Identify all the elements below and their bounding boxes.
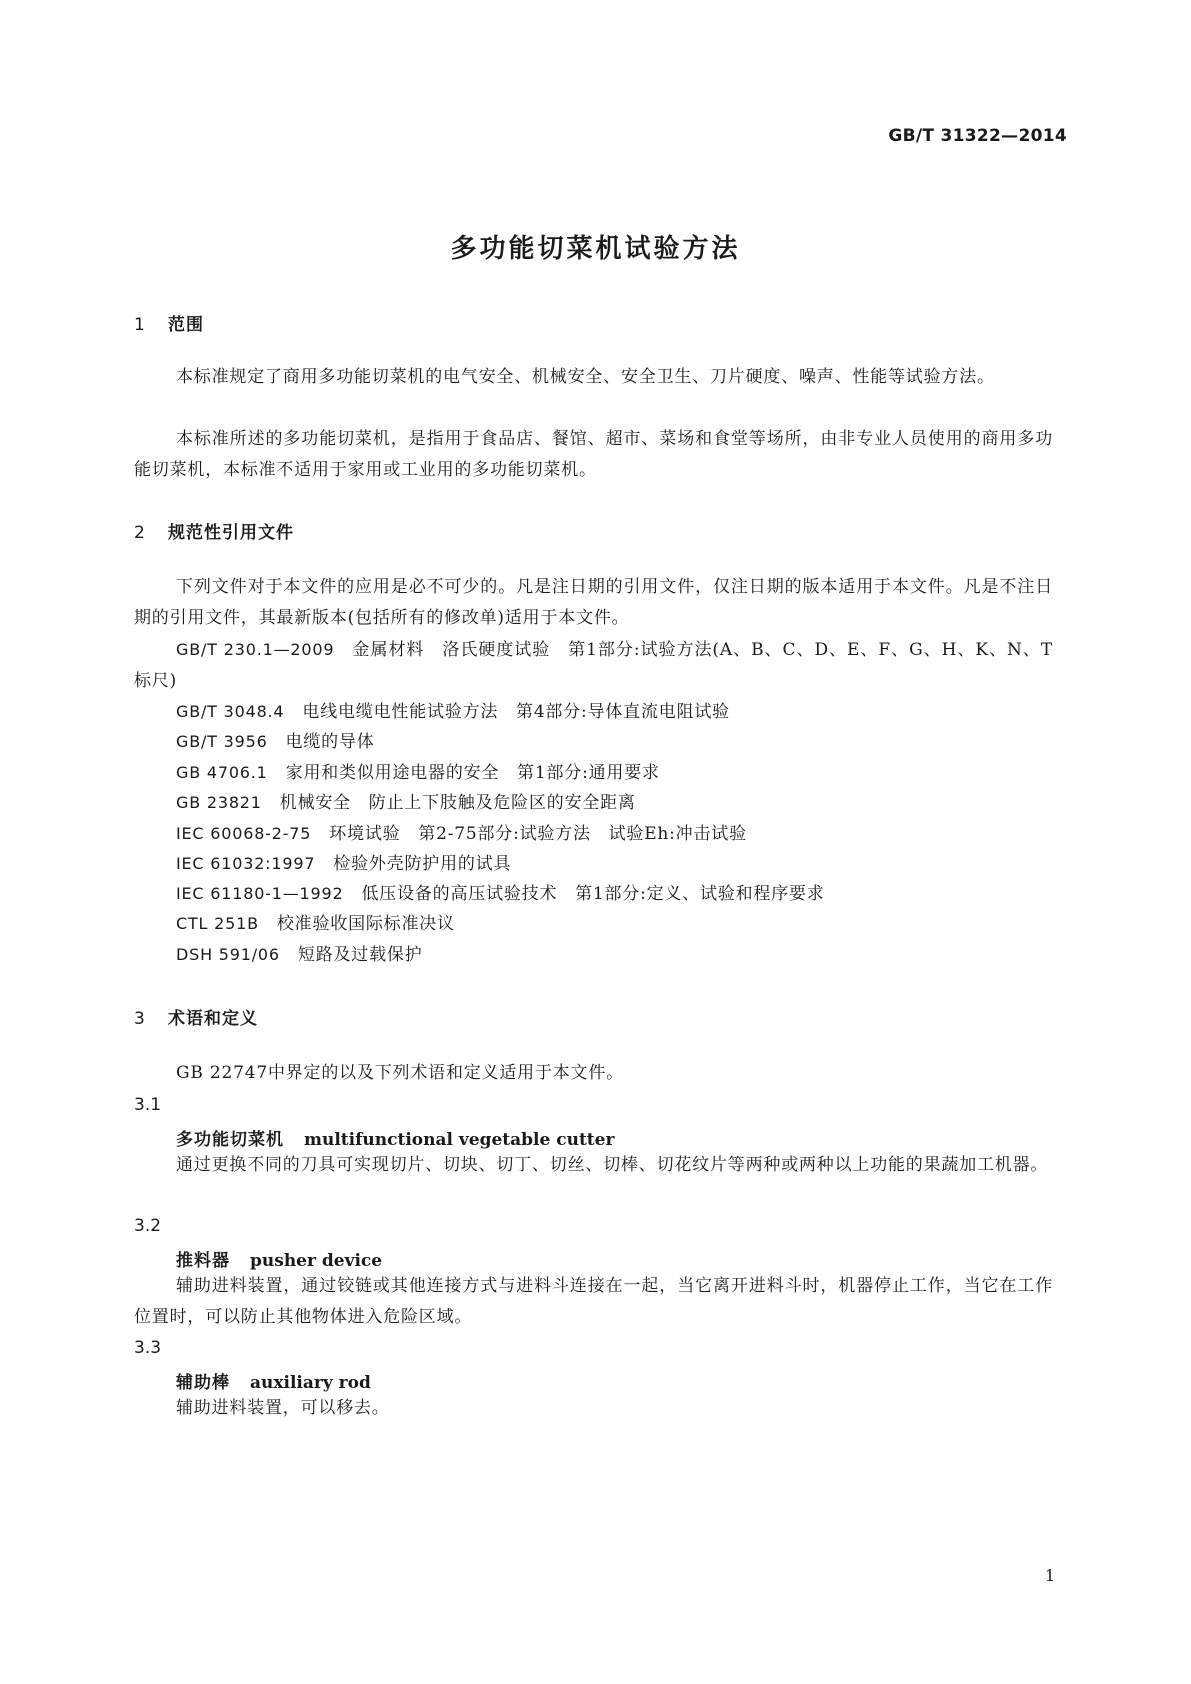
reference-title: 检验外壳防护用的试具 bbox=[333, 854, 512, 874]
clause-number: 3.3 bbox=[134, 1338, 162, 1358]
reference-item bbox=[176, 878, 825, 910]
reference-title: 电缆的导体 bbox=[285, 732, 375, 752]
reference-title: 低压设备的高压试验技术 第1部分:定义、试验和程序要求 bbox=[361, 884, 825, 904]
reference-title: 短路及过载保护 bbox=[297, 945, 423, 965]
section-2-heading bbox=[134, 518, 294, 543]
reference-code: GB 4706.1 bbox=[176, 763, 268, 782]
reference-title: 家用和类似用途电器的安全 第1部分:通用要求 bbox=[285, 763, 660, 783]
reference-code: IEC 61180-1—1992 bbox=[176, 884, 344, 903]
reference-title: 机械安全 防止上下肢触及危险区的安全距离 bbox=[279, 793, 636, 813]
clause-number: 3.2 bbox=[134, 1216, 162, 1236]
term-definition: 辅助进料装置，可以移去。 bbox=[176, 1398, 390, 1418]
term-zh: 辅助棒 bbox=[176, 1373, 230, 1393]
reference-item bbox=[176, 726, 375, 758]
reference-item bbox=[176, 696, 730, 728]
section-title: 范围 bbox=[168, 315, 204, 335]
clause-number: 3.1 bbox=[134, 1095, 162, 1115]
section-number: 1 bbox=[134, 315, 146, 335]
reference-code: DSH 591/06 bbox=[176, 945, 280, 964]
section-number: 2 bbox=[134, 523, 146, 543]
reference-code: IEC 61032:1997 bbox=[176, 854, 316, 873]
term-heading bbox=[176, 1246, 382, 1271]
document-title: 多功能切菜机试验方法 bbox=[450, 234, 741, 264]
section-title: 术语和定义 bbox=[168, 1009, 258, 1029]
term-en: multifunctional vegetable cutter bbox=[304, 1130, 615, 1150]
term-en: pusher device bbox=[250, 1251, 383, 1271]
term-heading bbox=[176, 1125, 614, 1150]
reference-code: GB/T 3048.4 bbox=[176, 702, 285, 721]
term-definition: 辅助进料装置，通过铰链或其他连接方式与进料斗连接在一起，当它离开进料斗时，机器停止工作，当它在工作位置时，可以防止其他物体进入危险区域。 bbox=[134, 1276, 1053, 1327]
term-en: auxiliary rod bbox=[250, 1373, 371, 1393]
term-zh: 多功能切菜机 bbox=[176, 1130, 284, 1150]
reference-title: 校准验收国际标准决议 bbox=[276, 914, 455, 934]
paragraph: GB 22747中界定的以及下列术语和定义适用于本文件。 bbox=[176, 1063, 624, 1083]
reference-title: 电线电缆电性能试验方法 第4部分:导体直流电阻试验 bbox=[302, 702, 730, 722]
reference-title: 金属材料 洛氏硬度试验 第1部分:试验方法(A、B、C、D、E、F、G、H、K、N、T标尺) bbox=[134, 640, 1053, 691]
reference-code: GB/T 3956 bbox=[176, 732, 268, 751]
paragraph: 下列文件对于本文件的应用是必不可少的。凡是注日期的引用文件，仅注日期的版本适用于本文件。凡是不注日期的引用文件，其最新版本(包括所有的修改单)适用于本文件。 bbox=[134, 577, 1053, 628]
reference-item bbox=[176, 787, 636, 819]
section-3-heading bbox=[134, 1004, 258, 1029]
reference-item bbox=[176, 939, 423, 971]
term-heading bbox=[176, 1368, 371, 1393]
reference-item bbox=[176, 848, 511, 880]
reference-title: 环境试验 第2-75部分:试验方法 试验Eh:冲击试验 bbox=[329, 824, 747, 844]
reference-code: GB/T 230.1—2009 bbox=[176, 640, 335, 659]
reference-code: IEC 60068-2-75 bbox=[176, 824, 312, 843]
reference-code: GB 23821 bbox=[176, 793, 262, 812]
section-title: 规范性引用文件 bbox=[168, 523, 294, 543]
standard-number: GB/T 31322—2014 bbox=[888, 126, 1067, 146]
reference-item bbox=[176, 908, 455, 940]
reference-item bbox=[134, 634, 1053, 697]
section-number: 3 bbox=[134, 1009, 146, 1029]
reference-code: CTL 251B bbox=[176, 914, 259, 933]
paragraph: 本标准所述的多功能切菜机，是指用于食品店、餐馆、超市、菜场和食堂等场所，由非专业人员使用的商用多功能切菜机，本标准不适用于家用或工业用的多功能切菜机。 bbox=[134, 429, 1053, 480]
paragraph: 本标准规定了商用多功能切菜机的电气安全、机械安全、安全卫生、刀片硬度、噪声、性能等试验方法。 bbox=[176, 367, 995, 387]
reference-item bbox=[176, 818, 747, 850]
reference-item bbox=[176, 757, 660, 789]
section-1-heading bbox=[134, 310, 204, 335]
term-definition: 通过更换不同的刀具可实现切片、切块、切丁、切丝、切棒、切花纹片等两种或两种以上功能的果蔬加工机器。 bbox=[176, 1155, 1049, 1175]
page-number: 1 bbox=[1044, 1566, 1055, 1585]
term-zh: 推料器 bbox=[176, 1251, 230, 1271]
